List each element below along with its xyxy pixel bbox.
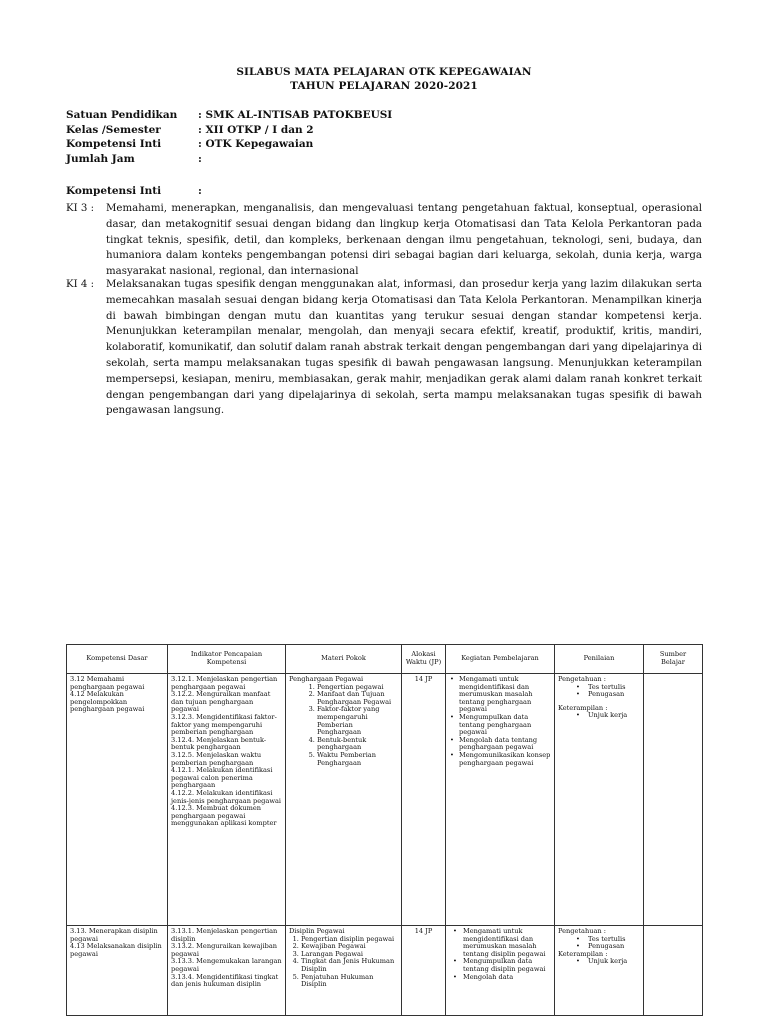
ipk-item: 3.12.2. Menguraikan manfaat dan tujuan penghargaan pegawai — [171, 690, 271, 714]
header-cell: Penilaian — [555, 645, 644, 674]
meta-label: Kelas /Semester — [66, 123, 161, 136]
sumber-cell — [644, 674, 703, 926]
materi-item: 5. Penjatuhan Hukuman Disiplin — [301, 974, 398, 989]
document-subtitle: TAHUN PELAJARAN 2020-2021 — [290, 80, 478, 92]
header-cell: Sumber Belajar — [644, 645, 703, 674]
kegiatan-item: • Mengamati untuk mengidentifikasi dan merumuskan masalah tentang disiplin pegawai — [463, 928, 551, 958]
ipk-item: 4.12.3. Membuat dokumen penghargaan pegawai menggunakan aplikasi kompter — [171, 804, 277, 828]
meta-label: Kompetensi Inti — [66, 138, 162, 150]
ki-3-paragraph — [66, 201, 702, 280]
kegiatan-item: • Mengumpulkan data tentang disiplin pegawai — [463, 958, 551, 973]
ipk-item: 4.12.1. Melakukan identifikasi pegawai calon penerima penghargaan — [171, 766, 273, 790]
meta-row — [66, 123, 392, 138]
ki-heading-colon: : — [198, 185, 202, 197]
materi-item: 2. Manfaat dan Tujuan Penghargaan Pegawai — [317, 691, 398, 706]
ipk-item: 3.12.3. Mengidentifikasi faktor-faktor yang mempengaruhi pemberian penghargaan — [171, 712, 277, 737]
meta-value: : XII OTKP / I dan 2 — [198, 123, 314, 136]
materi-cell — [286, 926, 402, 1016]
table-row — [67, 674, 703, 926]
penilaian-label: Pengetahuan : — [558, 927, 606, 935]
meta-value: : SMK AL-INTISAB PATOKBEUSI — [198, 109, 393, 121]
ki-text: Melaksanakan tugas spesifik dengan menggunakan alat, informasi, dan prosedur kerja yang lazim dilakukan serta memecahkan masalah sesuai dengan bidang kerja Otomatisasi dan Tata Kelola Perkantoran. Menampilkan kinerja di bawah bimbingan dengan mutu dan kuantitas yang terukur sesuai dengan standar kompetensi kerja. Menunjukkan keterampilan menalar, mengolah, dan menyaji secara efektif, kreatif, produktif, kritis, mandiri, kolaboratif, komunikatif, dan solutif dalam ranah abstrak terkait dengan pengembangan dari yang dipelajarinya di sekolah, serta mampu melaksanakan tugas spesifik di bawah pengawasan langsung. Menunjukkan keterampilan mempersepsi, kesiapan, meniru, membiasakan, gerak mahir, menjadikan gerak alami dalam ranah konkret terkait dengan pengembangan dari yang dipelajarinya di sekolah, serta mampu melaksanakan tugas spesifik di bawah pengawasan langsung. — [106, 279, 702, 417]
materi-cell — [286, 674, 402, 926]
materi-item: 3. Faktor-faktor yang mempengaruhi Pemberian Penghargaan — [317, 706, 398, 736]
ki-heading — [66, 185, 202, 197]
meta-row — [66, 137, 392, 152]
header-cell: Materi Pokok — [286, 645, 402, 674]
ipk-item: 3.13.4. Mengidentifikasi tingkat dan jenis hukuman disiplin — [171, 972, 279, 989]
ipk-item: 3.12.4. Menjelaskan bentuk-bentuk penghargaan — [171, 735, 267, 752]
meta-value: : OTK Kepegawaian — [198, 138, 314, 150]
header-cell: Kegiatan Pembelajaran — [446, 645, 555, 674]
penilaian-item: • Penugasan — [588, 943, 640, 951]
penilaian-item: • Tes tertulis — [588, 684, 640, 692]
jp-cell: 14 JP — [402, 926, 446, 1016]
ipk-item: 3.12.5. Menjelaskan waktu pemberian penghargaan — [171, 750, 262, 767]
table-row — [67, 926, 703, 1016]
penilaian-cell — [555, 674, 644, 926]
meta-label: Satuan Pendidikan — [66, 109, 178, 121]
penilaian-item: • Tes tertulis — [588, 936, 640, 944]
kd-item: 4.13 Melaksanakan disiplin pegawai — [70, 942, 162, 958]
sumber-cell — [644, 926, 703, 1016]
materi-title: Disiplin Pegawai — [289, 927, 345, 935]
meta-row — [66, 108, 392, 123]
kd-item: 3.12 Memahami penghargaan pegawai — [70, 675, 145, 691]
penilaian-cell — [555, 926, 644, 1016]
kegiatan-cell — [446, 926, 555, 1016]
kd-item: 4.12 Melakukan pengelompokkan penghargaan pegawai — [70, 690, 145, 714]
penilaian-item: • Penugasan — [588, 691, 640, 699]
ki-4-paragraph — [66, 277, 702, 419]
kd-cell — [67, 674, 168, 926]
meta-value: : — [198, 152, 202, 165]
ipk-item: 3.13.2. Menguraikan kewajiban pegawai — [171, 942, 278, 958]
ipk-item: 3.12.1. Menjelaskan pengertian penghargaan pegawai — [171, 675, 278, 691]
syllabus-table — [66, 644, 703, 1016]
header-cell: Indikator Pencapaian Kompetensi — [168, 645, 286, 674]
penilaian-label: Keterampilan : — [558, 949, 608, 958]
ipk-cell — [168, 674, 286, 926]
document-title: SILABUS MATA PELAJARAN OTK KEPEGAWAIAN — [236, 66, 532, 78]
table-header-row — [67, 645, 703, 674]
penilaian-item: • Unjuk kerja — [588, 712, 640, 720]
ipk-item: 4.12.2. Melakukan identifikasi jenis-jenis penghargaan pegawai — [171, 788, 282, 805]
materi-item: 2. Kewajiban Pegawai — [301, 943, 398, 951]
header-cell: Kompetensi Dasar — [67, 645, 168, 674]
materi-item: 4. Bentuk-bentuk penghargaan — [317, 737, 398, 752]
materi-item: 1. Pengertian pegawai — [317, 684, 398, 692]
kegiatan-item: • Mengamati untuk mengidentifikasi dan merumuskan masalah tentang penghargaan pegawai — [457, 676, 551, 714]
penilaian-item: • Unjuk kerja — [588, 958, 640, 966]
penilaian-label: Keterampilan : — [558, 703, 608, 712]
meta-label: Jumlah Jam — [66, 152, 135, 165]
meta-row — [66, 152, 392, 167]
ipk-cell — [168, 926, 286, 1016]
ki-number: KI 4 : — [66, 279, 95, 290]
kegiatan-item: • Mengolah data tentang penghargaan pegawai — [457, 737, 551, 752]
jp-cell: 14 JP — [402, 674, 446, 926]
header-cell: Alokasi Waktu (JP) — [402, 645, 446, 674]
ipk-item: 3.13.3. Mengemukakan larangan pegawai — [171, 957, 282, 973]
ki-heading-label: Kompetensi Inti — [66, 185, 162, 197]
ki-text: Memahami, menerapkan, menganalisis, dan mengevaluasi tentang pengetahuan faktual, konseptual, operasional dasar, dan metakognitif sesuai dengan bidang dan lingkup kerja Otomatisasi dan Tata Kelola Perkantoran pada tingkat teknis, spesifik, detil, dan kompleks, berkenaan dengan ilmu pengetahuan, teknologi, seni, budaya, dan humaniora dalam konteks pengembangan potensi diri sebagai bagian dari keluarga, sekolah, dunia kerja, warga masyarakat nasional, regional, dan internasional — [106, 203, 702, 278]
kd-item: 3.13. Menerapkan disiplin pegawai — [70, 927, 158, 943]
materi-item: 3. Larangan Pegawai — [301, 951, 398, 959]
kegiatan-item: • Mengolah data — [463, 974, 551, 982]
materi-title: Penghargaan Pegawai — [289, 675, 364, 683]
penilaian-label: Pengetahuan : — [558, 675, 606, 683]
ki-number: KI 3 : — [66, 203, 95, 214]
kegiatan-item: • Mengumpulkan data tentang penghargaan pegawai — [457, 714, 551, 737]
kegiatan-item: • Mengomunikasikan konsep penghargaan pegawai — [457, 752, 551, 767]
kd-cell — [67, 926, 168, 1016]
identity-block — [66, 108, 392, 166]
kegiatan-cell — [446, 674, 555, 926]
materi-item: 4. Tingkat dan Jenis Hukuman Disiplin — [301, 958, 398, 973]
ipk-item: 3.13.1. Menjelaskan pengertian disiplin — [171, 927, 278, 943]
materi-item: 5. Waktu Pemberian Penghargaan — [317, 752, 398, 767]
materi-item: 1. Pengertian disiplin pegawai — [301, 936, 398, 944]
